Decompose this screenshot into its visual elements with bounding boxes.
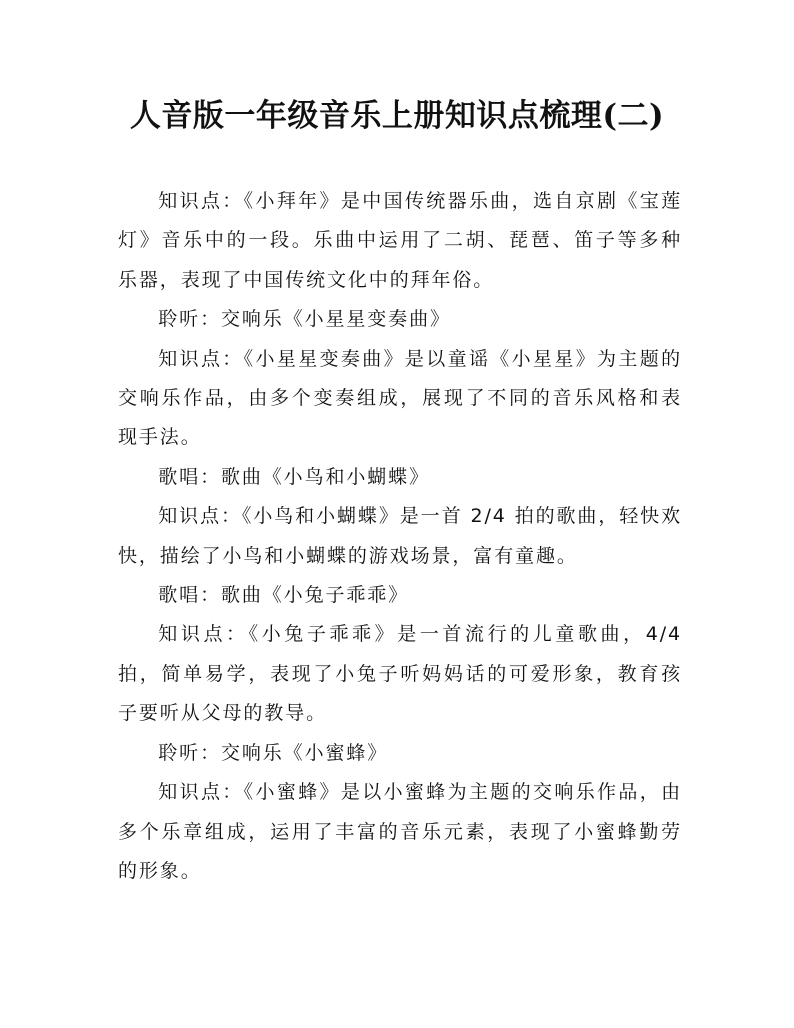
paragraph-knowledge-twinkle-variations: 知识点：《小星星变奏曲》是以童谣《小星星》为主题的交响乐作品，由多个变奏组成，展现了不同的音乐风格和表现手法。: [118, 347, 682, 449]
paragraph-listening-little-bee: 聆听：交响乐《小蜜蜂》: [158, 741, 389, 764]
paragraph-listening-twinkle-variations: 聆听：交响乐《小星星变奏曲》: [158, 308, 451, 331]
document-title: 人音版一年级音乐上册知识点梳理(二): [129, 98, 665, 134]
paragraph-knowledge-xiao-bai-nian: 知识点：《小拜年》是中国传统器乐曲，选自京剧《宝莲灯》音乐中的一段。乐曲中运用了二胡、琵琶、笛子等多种乐器，表现了中国传统文化中的拜年俗。: [118, 190, 682, 291]
paragraph-singing-little-rabbit: 歌唱：歌曲《小兔子乖乖》: [158, 584, 410, 607]
paragraph-knowledge-little-rabbit: 知识点：《小兔子乖乖》是一首流行的儿童歌曲，4/4 拍，简单易学，表现了小兔子听妈妈话的可爱形象，教育孩子要听从父母的教导。: [118, 623, 682, 725]
paragraph-knowledge-bird-butterfly: 知识点：《小鸟和小蝴蝶》是一首 2/4 拍的歌曲，轻快欢快，描绘了小鸟和小蝴蝶的游戏场景，富有童趣。: [118, 505, 682, 567]
paragraph-singing-bird-butterfly: 歌唱：歌曲《小鸟和小蝴蝶》: [158, 465, 430, 488]
paragraph-knowledge-little-bee: 知识点：《小蜜蜂》是以小蜜蜂为主题的交响乐作品，由多个乐章组成，运用了丰富的音乐元素，表现了小蜜蜂勤劳的形象。: [118, 781, 682, 882]
document-body: [118, 182, 682, 891]
